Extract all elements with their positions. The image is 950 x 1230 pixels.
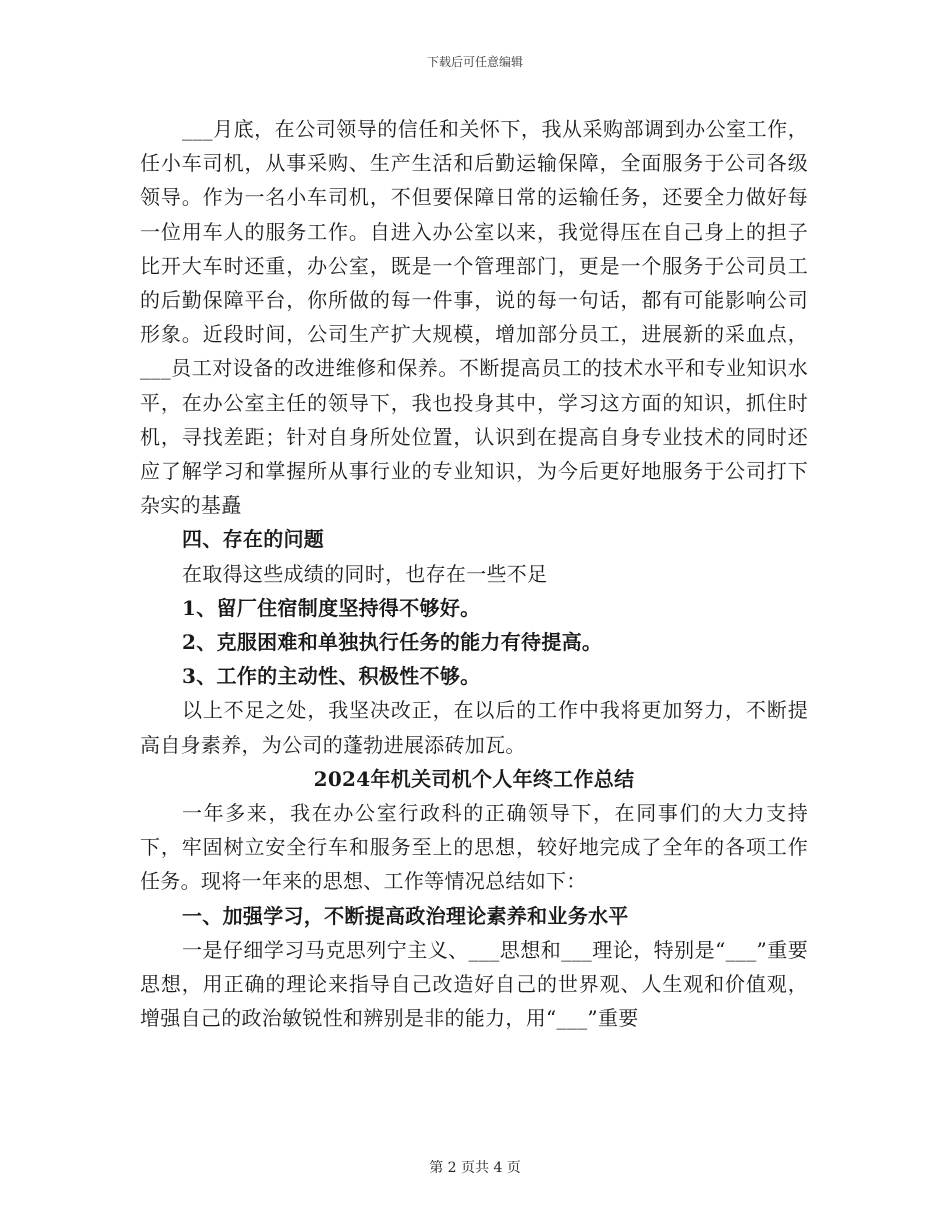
document-title: 2024年机关司机个人年终工作总结: [313, 766, 635, 791]
page-header: 下载后可任意编辑: [426, 55, 523, 69]
section-heading-problems: 四、存在的问题: [182, 527, 325, 552]
list-item-1: 1、留厂住宿制度坚持得不够好。: [182, 595, 481, 620]
list-item-2: 2、克服困难和单独执行任务的能力有待提高。: [182, 630, 603, 655]
paragraph-intro: ___月底，在公司领导的信任和关怀下，我从采购部调到办公室工作，任小车司机，从事采购、生产生活和后勤运输保障，全面服务于公司各级领导。作为一名小车司机，不但要保障日常的运输任务，还要全力做好每一位用车人的服务工作。自进入办公室以来，我觉得压在自己身上的担子比开大车时还重，办公室，既是一个管理部门，更是一个服务于公司员工的后勤保障平台，你所做的每一件事，说的每一句话，都有可能影响公司形象。近段时间，公司生产扩大规模，增加部分员工，进展新的采血点，___员工对设备的改进维修和保养。不断提高员工的技术水平和专业知识水平，在办公室主任的领导下，我也投身其中，学习这方面的知识，抓住时机，寻找差距；针对自身所处位置，认识到在提高自身专业技术的同时还应了解学习和掌握所从事行业的专业知识，为今后更好地服务于公司打下杂实的基矗: [140, 117, 808, 518]
paragraph-summary-intro: 一年多来，我在办公室行政科的正确领导下，在同事们的大力支持下，牢固树立安全行车和服务至上的思想，较好地完成了全年的各项工作任务。现将一年来的思想、工作等情况总结如下：: [140, 801, 808, 894]
list-item-3: 3、工作的主动性、积极性不够。: [182, 664, 481, 689]
paragraph-shortcomings-intro: 在取得这些成绩的同时，也存在一些不足: [182, 561, 548, 586]
paragraph-study: 一是仔细学习马克思列宁主义、___思想和___理论，特别是“___”重要思想，用正确的理论来指导自己改造好自己的世界观、人生观和价值观，增强自己的政治敏锐性和辨别是非的能力，用“___”重要: [140, 937, 808, 1031]
page-footer: 第 2 页共 4 页: [429, 1160, 521, 1176]
document-body: [140, 112, 808, 1035]
paragraph-conclusion: 以上不足之处，我坚决改正，在以后的工作中我将更加努力，不断提高自身素养，为公司的蓬勃进展添砖加瓦。: [140, 698, 808, 757]
section-heading-study: 一、加强学习，不断提高政治理论素养和业务水平: [182, 903, 629, 928]
